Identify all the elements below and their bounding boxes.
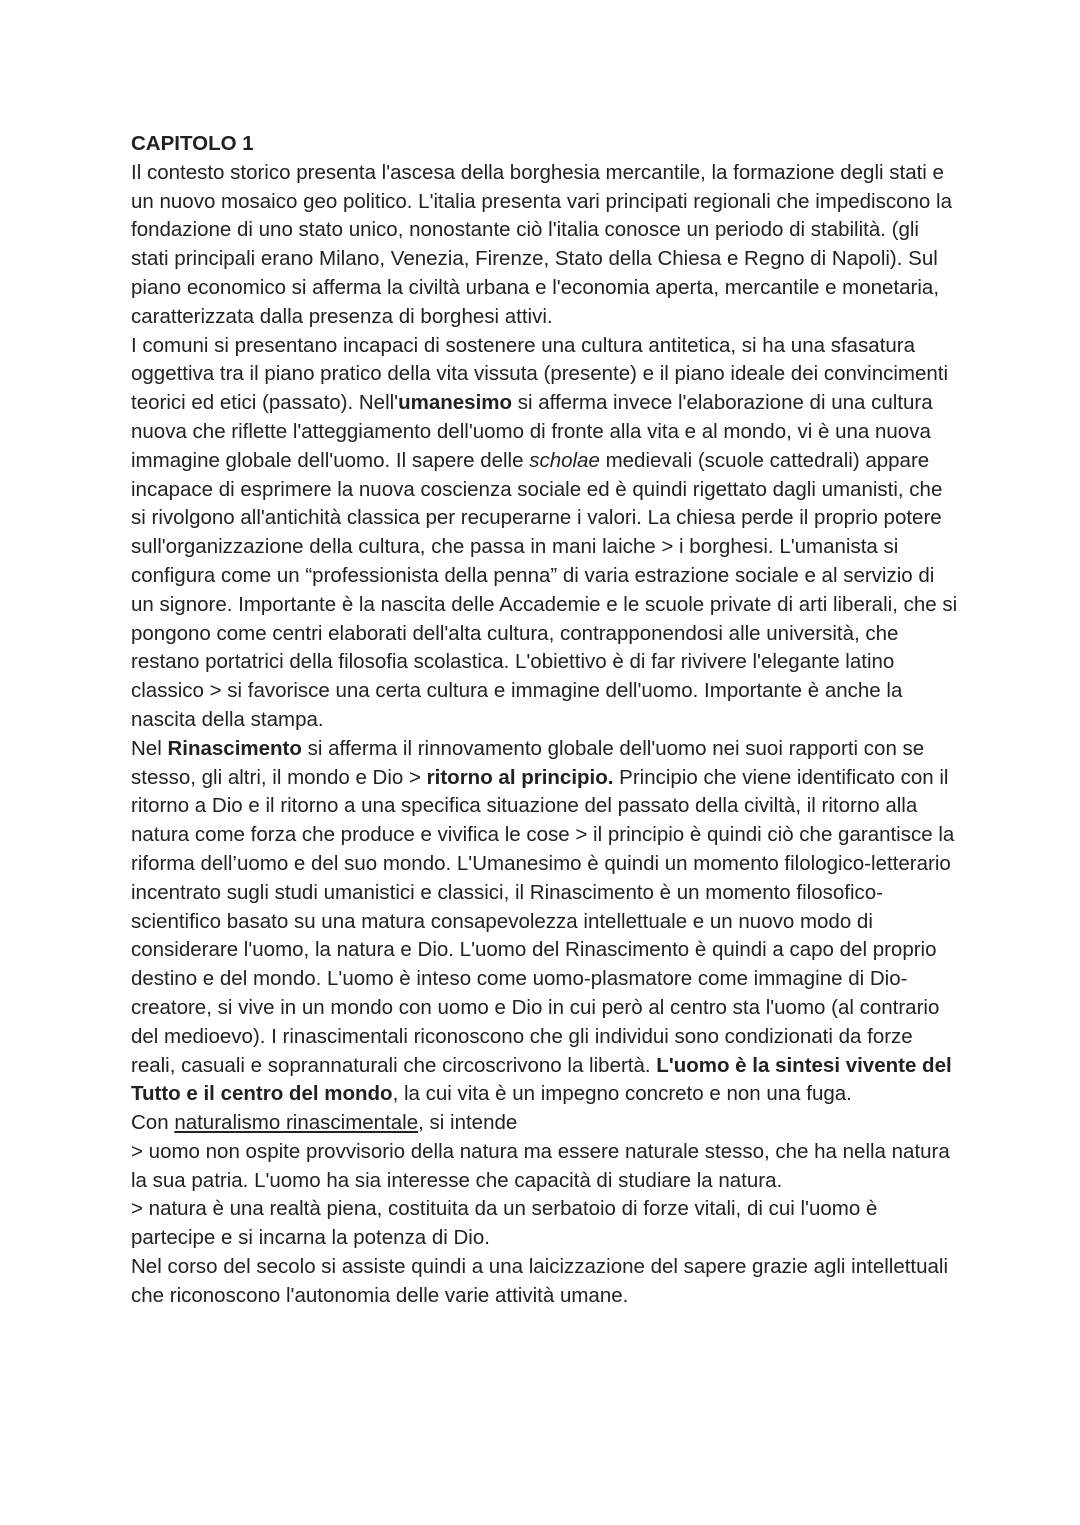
paragraph-historical-context: Il contesto storico presenta l'ascesa della borghesia mercantile, la formazione degli stati e un nuovo mosaico geo politico. L'italia presenta vari principati regionali che impediscono la fondazione di uno stato unico, nonostante ciò l'italia conosce un periodo di stabilità. (gli stati principali erano Milano, Venezia, Firenze, Stato della Chiesa e Regno di Napoli). Sul piano economico si afferma la civiltà urbana e l'economia aperta, mercantile e monetaria, caratterizzata dalla presenza di borghesi attivi.: [131, 160, 952, 328]
document-page: [131, 130, 961, 1311]
bold-term-ritorno-al-principio: ritorno al principio.: [426, 765, 614, 789]
italic-term-scholae: scholae: [529, 448, 600, 472]
chapter-heading: CAPITOLO 1: [131, 132, 254, 155]
text-run: I comuni si presentano incapaci di sostenere una cultura antitetica, si ha una sfasatura oggettiva tra il piano pratico della vita vissuta (presente) e il piano ideale dei convincimenti teorici ed etici (passato). Nell': [131, 333, 949, 415]
bold-term-rinascimento: Rinascimento: [167, 736, 302, 760]
paragraph-renaissance: [131, 735, 961, 1109]
text-run: , si intende: [418, 1111, 518, 1135]
paragraph-naturalism-point-man: > uomo non ospite provvisorio della natura ma essere naturale stesso, che ha nella natura la sua patria. L'uomo ha sia interesse che capacità di studiare la natura.: [131, 1139, 950, 1192]
text-run: si afferma invece l'elaborazione di una cultura nuova che riflette l'atteggiamento dell'uomo di fronte alla vita e al mondo, vi è una nuova immagine globale dell'uomo. Il sapere delle: [131, 391, 933, 472]
text-run: Nel: [131, 736, 168, 760]
text-run: , la cui vita è un impegno concreto e non una fuga.: [392, 1082, 852, 1106]
bold-statement-uomo-sintesi: L'uomo è la sintesi vivente del Tutto e il centro del mondo: [131, 1053, 952, 1106]
text-run: si afferma il rinnovamento globale dell'uomo nei suoi rapporti con se stesso, gli altri, il mondo e Dio >: [131, 736, 925, 789]
text-run: Con: [131, 1111, 175, 1135]
bold-term-umanesimo: umanesimo: [398, 391, 513, 415]
paragraph-naturalism-point-nature: > natura è una realtà piena, costituita da un serbatoio di forze vitali, di cui l'uomo è partecipe e si incarna la potenza di Dio.: [131, 1197, 878, 1250]
paragraph-naturalism-intro: [131, 1109, 961, 1138]
underlined-term-naturalismo: naturalismo rinascimentale: [174, 1111, 419, 1135]
text-run: Principio che viene identificato con il ritorno a Dio e il ritorno a una specifica situazione del passato della civiltà, il ritorno alla natura come forza che produce e vivifica le cose > il principio è quindi ciò che garantisce la riforma dell’uomo e del suo mondo. L'Umanesimo è quindi un momento filologico-letterario incentrato sugli studi umanistici e classici, il Rinascimento è un momento filosofico-scientifico basato su una matura consapevolezza intellettuale e un nuovo modo di considerare l'uomo, la natura e Dio. L'uomo del Rinascimento è quindi a capo del proprio destino e del mondo. L'uomo è inteso come uomo-plasmatore come immagine di Dio-creatore, si vive in un mondo con uomo e Dio in cui però al centro sta l'uomo (al contrario del medioevo). I rinascimentali riconoscono che gli individui sono condizionati da forze reali, casuali e soprannaturali che circoscrivono la libertà.: [131, 765, 955, 1077]
text-run: medievali (scuole cattedrali) appare incapace di esprimere la nuova coscienza sociale ed è quindi rigettato dagli umanisti, che si rivolgono all'antichità classica per recuperarne i valori. La chiesa perde il proprio potere sull'organizzazione della cultura, che passa in mani laiche > i borghesi. L'umanista si configura come un “professionista della penna” di varia estrazione sociale e al servizio di un signore. Importante è la nascita delle Accademie e le scuole private di arti liberali, che si pongono come centri elaborati dell'alta cultura, contrapponendosi alle università, che restano portatrici della filosofia scolastica. L'obiettivo è di far rivivere l'elegante latino classico > si favorisce una certa cultura e immagine dell'uomo. Importante è anche la nascita della stampa.: [131, 448, 958, 731]
paragraph-conclusion: Nel corso del secolo si assiste quindi a una laicizzazione del sapere grazie agli intellettuali che riconoscono l'autonomia delle varie attività umane.: [131, 1255, 949, 1307]
paragraph-humanism: [131, 332, 961, 735]
